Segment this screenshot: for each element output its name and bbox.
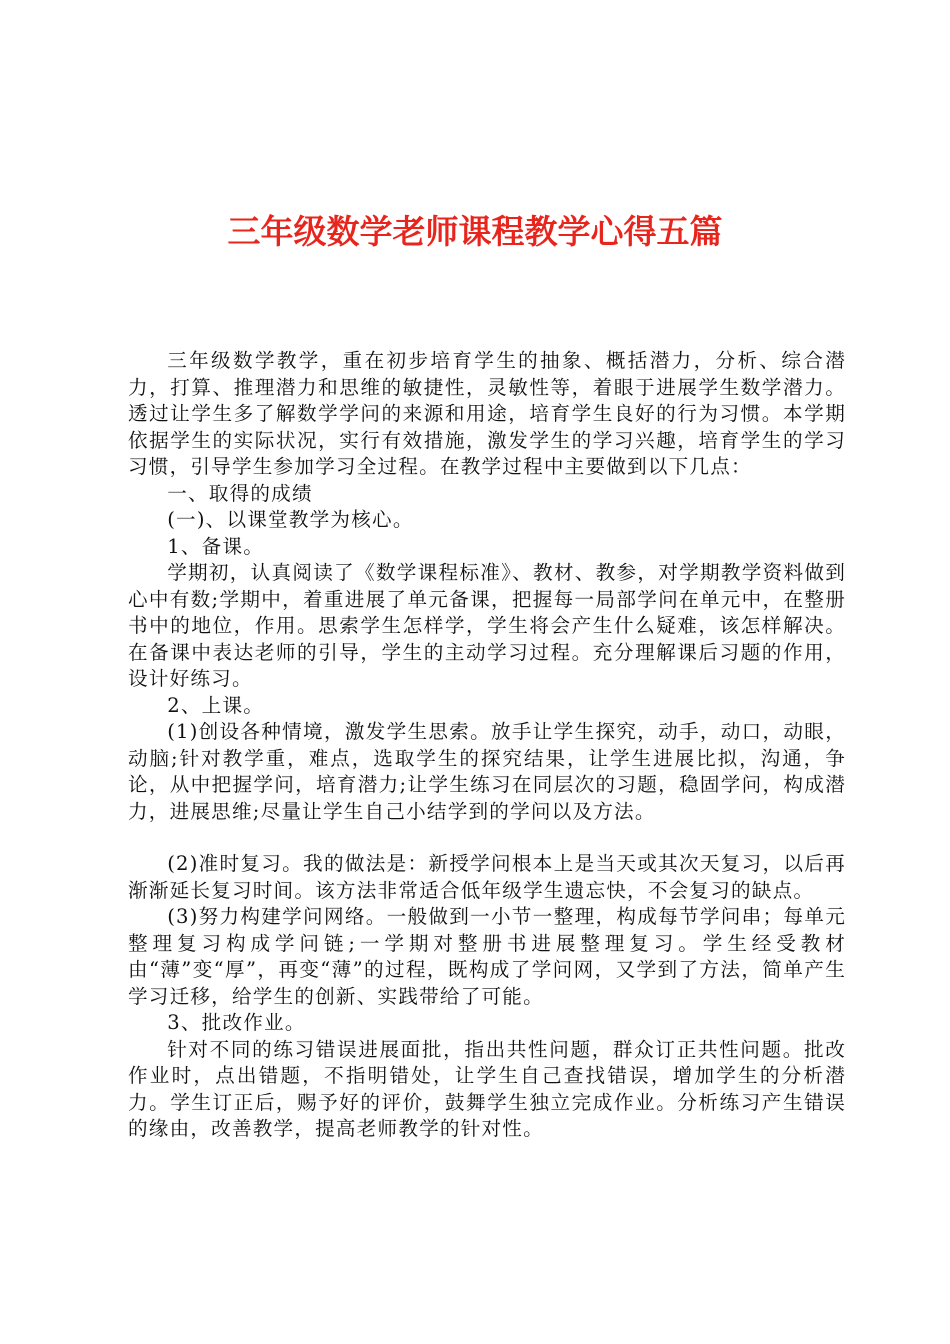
paragraph-lesson-prep: 学期初，认真阅读了《数学课程标准》、教材、教参，对学期教学资料做到心中有数;学期中，着重进展了单元备课，把握每一局部学问在单元中，在整册书中的地位，作用。思索学生怎样学，学生将会产生什么疑难，该怎样解决。在备课中表达老师的引导，学生的主动学习过程。充分理解课后习题的作用，设计好练习。: [128, 561, 846, 690]
heading-classroom-core: (一)、以课堂教学为核心。: [167, 508, 414, 531]
paragraph-teaching-2: (2)准时复习。我的做法是：新授学问根本上是当天或其次天复习，以后再渐渐延长复习时间。该方法非常适合低年级学生遗忘快，不会复习的缺点。: [128, 852, 846, 902]
heading-homework: 3、批改作业。: [167, 1011, 306, 1034]
heading-achievements: 一、取得的成绩: [167, 481, 313, 505]
paragraph-homework: 针对不同的练习错误进展面批，指出共性问题，群众订正共性问题。批改作业时，点出错题，不指明错处，让学生自己查找错误，增加学生的分析潜力。学生订正后，赐予好的评价，鼓舞学生独立完成作业。分析练习产生错误的缘由，改善教学，提高老师教学的针对性。: [128, 1037, 846, 1140]
heading-lesson-prep: 1、备课。: [167, 534, 265, 558]
paragraph-intro: 三年级数学教学，重在初步培育学生的抽象、概括潜力，分析、综合潜力，打算、推理潜力和思维的敏捷性，灵敏性等，着眼于进展学生数学潜力。透过让学生多了解数学学问的来源和用途，培育学生良好的行为习惯。本学期依据学生的实际状况，实行有效措施，激发学生的学习兴趣，培育学生的学习习惯，引导学生参加学习全过程。在教学过程中主要做到以下几点：: [128, 349, 846, 478]
paragraph-teaching-1: (1)创设各种情境，激发学生思索。放手让学生探究，动手，动口，动眼，动脑;针对教学重，难点，选取学生的探究结果，让学生进展比拟，沟通，争论，从中把握学问，培育潜力;让学生练习在同层次的习题，稳固学问，构成潜力，进展思维;尽量让学生自己小结学到的学问以及方法。: [128, 720, 846, 823]
heading-teaching: 2、上课。: [167, 693, 265, 717]
paragraph-teaching-3: (3)努力构建学问网络。一般做到一小节一整理，构成每节学问串；每单元整理复习构成学问链;一学期对整册书进展整理复习。学生经受教材由“薄”变“厚”，再变“薄”的过程，既构成了学问网，又学到了方法，简单产生学习迁移，给学生的创新、实践带给了可能。: [128, 905, 846, 1008]
document-body: [128, 348, 846, 1143]
document-title: 三年级数学老师课程教学心得五篇: [227, 212, 723, 251]
